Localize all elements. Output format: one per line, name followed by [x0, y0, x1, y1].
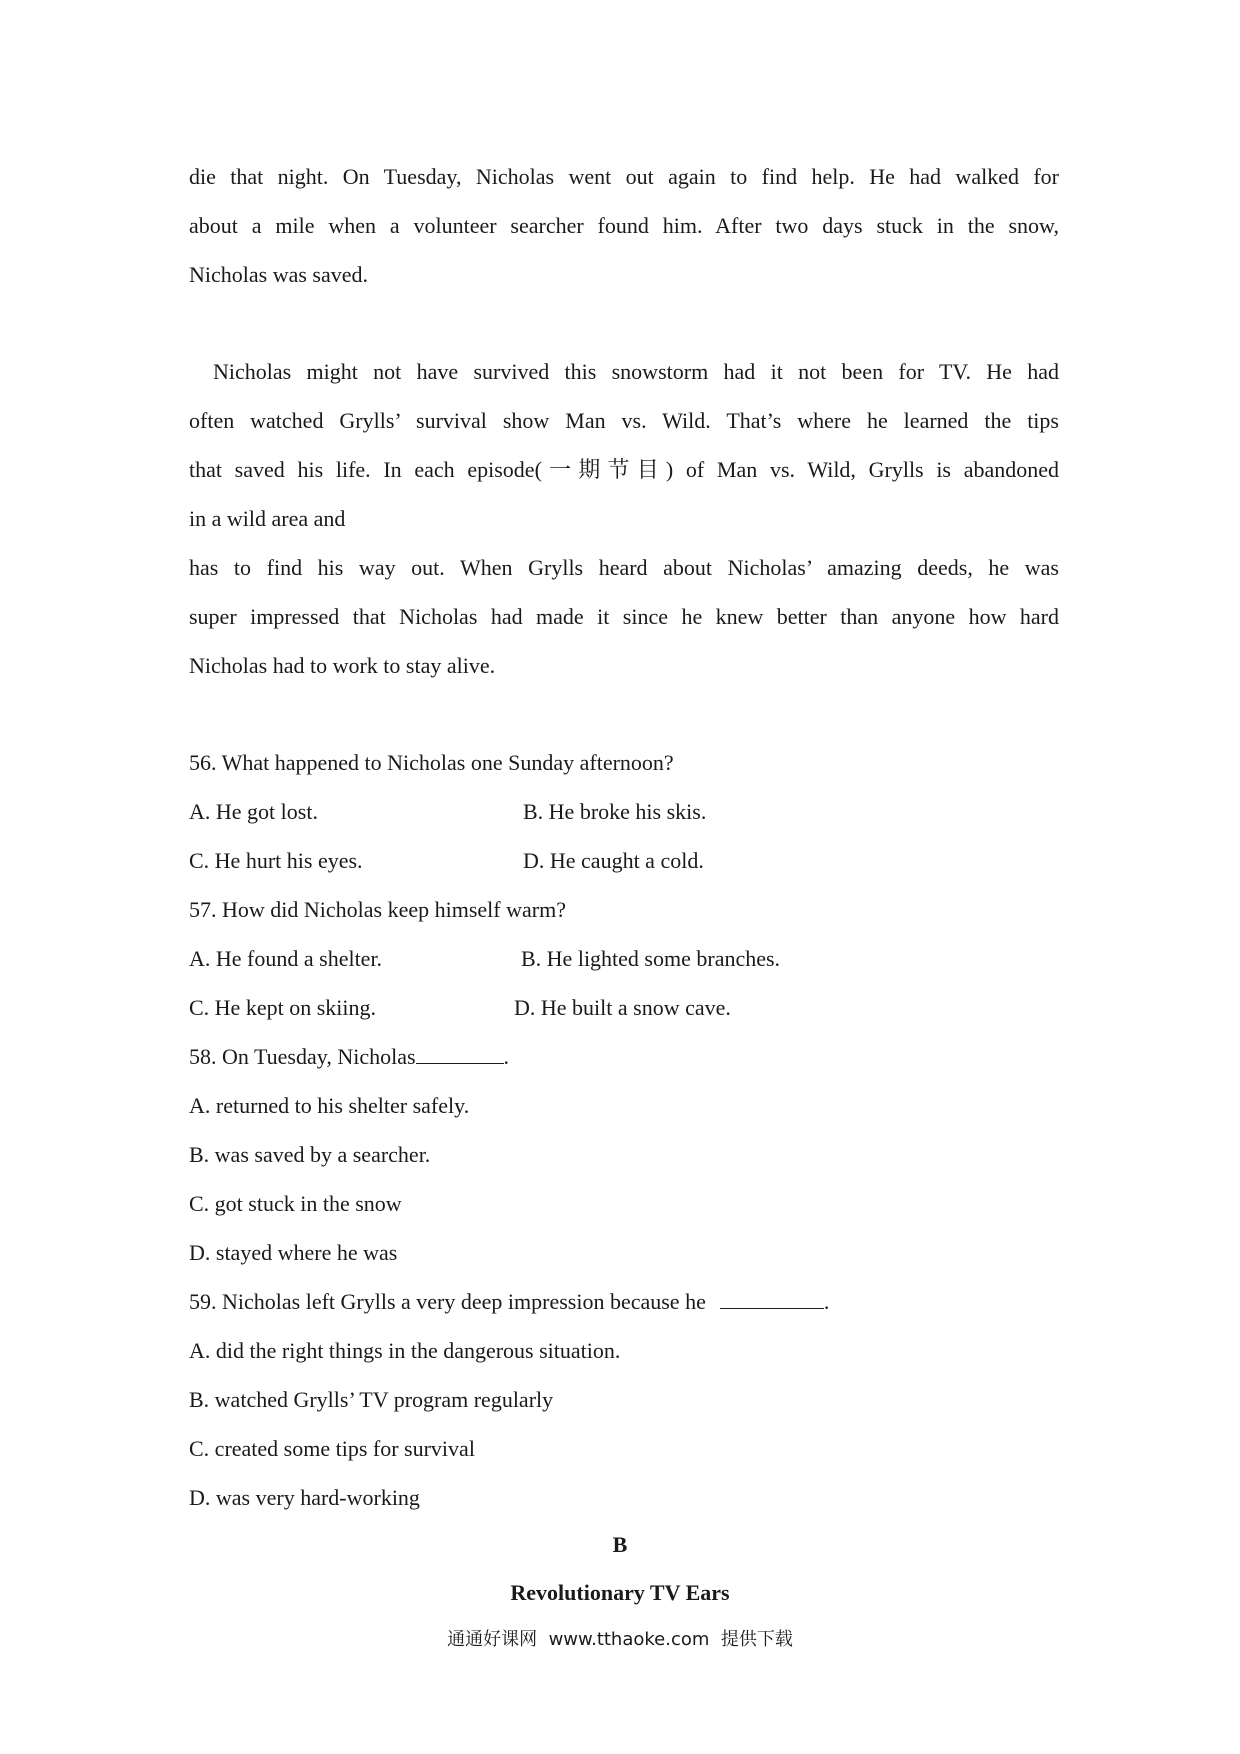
option-56-d: D. He caught a cold.	[523, 848, 704, 873]
option-59-a: A. did the right things in the dangerous situation.	[189, 1338, 621, 1363]
question-59-stem	[189, 1287, 829, 1317]
paragraph-line: Nicholas had to work to stay alive.	[189, 653, 496, 678]
option-57-a: A. He found a shelter.	[189, 946, 383, 971]
option-58-c: C. got stuck in the snow	[189, 1191, 402, 1216]
question-57-stem: 57. How did Nicholas keep himself warm?	[189, 897, 566, 922]
question-56-stem: 56. What happened to Nicholas one Sunday afternoon?	[189, 750, 674, 775]
paragraph-line: Nicholas was saved.	[189, 262, 369, 287]
paragraph-line: Nicholas might not have survived this snowstorm had it not been for TV. He had	[213, 359, 1059, 384]
page-footer: 通通好课网 www.tthaoke.com 提供下载	[447, 1629, 793, 1650]
question-59-text: 59. Nicholas left Grylls a very deep impression because he	[189, 1289, 706, 1314]
paragraph-line: has to find his way out. When Grylls heard about Nicholas’ amazing deeds, he was	[189, 555, 1059, 580]
section-title: Revolutionary TV Ears	[510, 1580, 730, 1605]
option-57-c: C. He kept on skiing.	[189, 995, 376, 1020]
question-58-end: .	[503, 1044, 510, 1069]
paragraph-line: die that night. On Tuesday, Nicholas went out again to find help. He had walked for	[189, 164, 1059, 189]
option-58-a: A. returned to his shelter safely.	[189, 1093, 470, 1118]
option-58-b: B. was saved by a searcher.	[189, 1142, 431, 1167]
paragraph-line: in a wild area and	[189, 506, 346, 531]
paragraph-line: super impressed that Nicholas had made it since he knew better than anyone how hard	[189, 604, 1059, 629]
paragraph-line: about a mile when a volunteer searcher found him. After two days stuck in the snow,	[189, 213, 1059, 238]
option-56-b: B. He broke his skis.	[523, 799, 707, 824]
paragraph-line: that saved his life. In each episode(一期节目) of Man vs. Wild, Grylls is abandoned	[189, 457, 1059, 482]
paragraph-1	[189, 152, 1059, 299]
option-57-d: D. He built a snow cave.	[514, 995, 731, 1020]
answer-blank	[720, 1288, 824, 1309]
option-59-c: C. created some tips for survival	[189, 1436, 475, 1461]
option-59-b: B. watched Grylls’ TV program regularly	[189, 1387, 554, 1412]
option-56-c: C. He hurt his eyes.	[189, 848, 363, 873]
paragraph-line: often watched Grylls’ survival show Man vs. Wild. That’s where he learned the tips	[189, 408, 1059, 433]
option-58-d: D. stayed where he was	[189, 1240, 398, 1265]
option-59-d: D. was very hard-working	[189, 1485, 420, 1510]
answer-blank	[416, 1043, 504, 1064]
section-letter: B	[612, 1532, 628, 1557]
option-57-b: B. He lighted some branches.	[521, 946, 781, 971]
question-59-end: .	[823, 1289, 830, 1314]
question-58-text: 58. On Tuesday, Nicholas	[189, 1044, 416, 1069]
paragraph-2	[189, 347, 1059, 690]
option-56-a: A. He got lost.	[189, 799, 318, 824]
question-58-stem	[189, 1042, 509, 1072]
